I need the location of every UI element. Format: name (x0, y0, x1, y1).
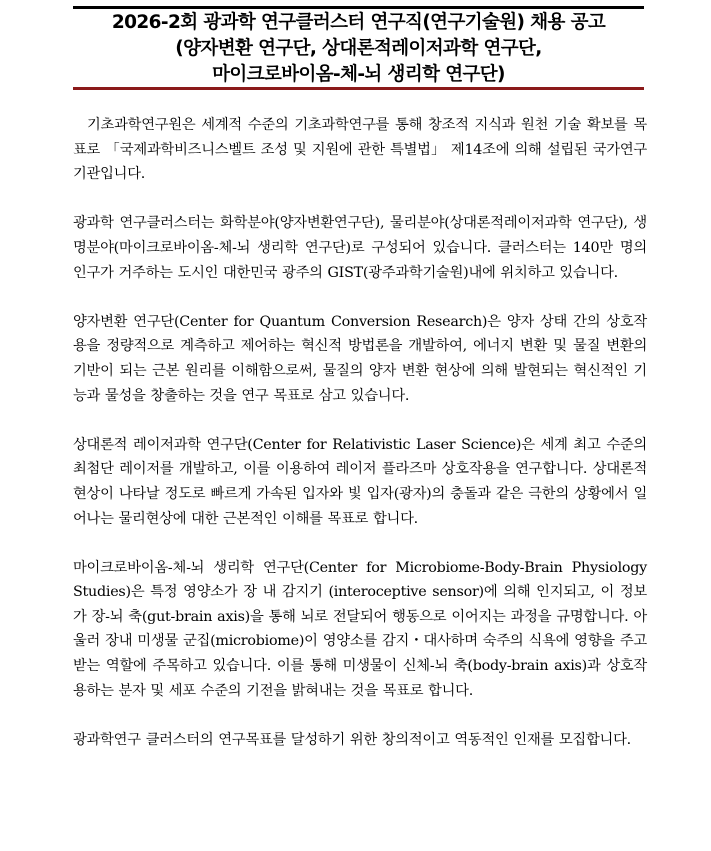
microbiome-center-paragraph: 마이크로바이옴-체-뇌 생리학 연구단(Center for Microbiome-Body-Brain Physiology Studies)은 특정 영양소가 장 내 감지기 (interoceptive sensor)에 의해 인지되고, 이 정보가 장-뇌 축(gut-brain axis)을 통해 뇌로 전달되어 행동으로 이어지는 과정을 규명합니다. 아울러 장내 미생물 군집(microbiome)이 영양소를 감지・대사하며 숙주의 식욕에 영향을 주고받는 역할에 주목하고 있습니다. 이를 통해 미생물이 신체-뇌 축(body-brain axis)과 상호작용하는 분자 및 세포 수준의 기전을 밝혀내는 것을 목표로 합니다. (73, 559, 647, 699)
title-line-1: 2026-2회 광과학 연구클러스터 연구직(연구기술원) 채용 공고 (111, 12, 606, 33)
quantum-center-paragraph: 양자변환 연구단(Center for Quantum Conversion Research)은 양자 상태 간의 상호작용을 정량적으로 계측하고 제어하는 혁신적 방법론을 개발하여, 에너지 변환 및 물질 변환의 기반이 되는 근본 원리를 이해함으로써, 물질의 양자 변환 현상에 의해 발현되는 혁신적인 기능과 물성을 창출하는 것을 연구 목표로 삼고 있습니다. (73, 313, 647, 404)
announcement-title (73, 6, 644, 90)
title-line-2: (양자변환 연구단, 상대론적레이저과학 연구단, (175, 38, 542, 59)
laser-center-paragraph: 상대론적 레이저과학 연구단(Center for Relativistic Laser Science)은 세계 최고 수준의 최첨단 레이저를 개발하고, 이를 이용하여 레이저 플라즈마 상호작용을 연구합니다. 상대론적 현상이 나타날 정도로 빠르게 가속된 입자와 빛 입자(광자)의 충돌과 같은 극한의 상황에서 일어나는 물리현상에 대한 근본적인 이해를 목표로 합니다. (73, 436, 647, 527)
announcement-body (73, 113, 647, 752)
recruit-paragraph: 광과학연구 클러스터의 연구목표를 달성하기 위한 창의적이고 역동적인 인재를 모집합니다. (73, 731, 631, 748)
cluster-paragraph: 광과학 연구클러스터는 화학분야(양자변환연구단), 물리분야(상대론적레이저과학 연구단), 생명분야(마이크로바이옴-체-뇌 생리학 연구단)로 구성되어 있습니다. 클러스터는 140만 명의 인구가 거주하는 도시인 대한민국 광주의 GIST(광주과학기술원)내에 위치하고 있습니다. (73, 215, 647, 281)
title-line-3: 마이크로바이옴-체-뇌 생리학 연구단) (212, 64, 505, 85)
intro-paragraph: 기초과학연구원은 세계적 수준의 기초과학연구를 통해 창조적 지식과 원천 기술 확보를 목표로 「국제과학비즈니스벨트 조성 및 지원에 관한 특별법」 제14조에 의해 설립된 국가연구기관입니다. (73, 117, 647, 183)
